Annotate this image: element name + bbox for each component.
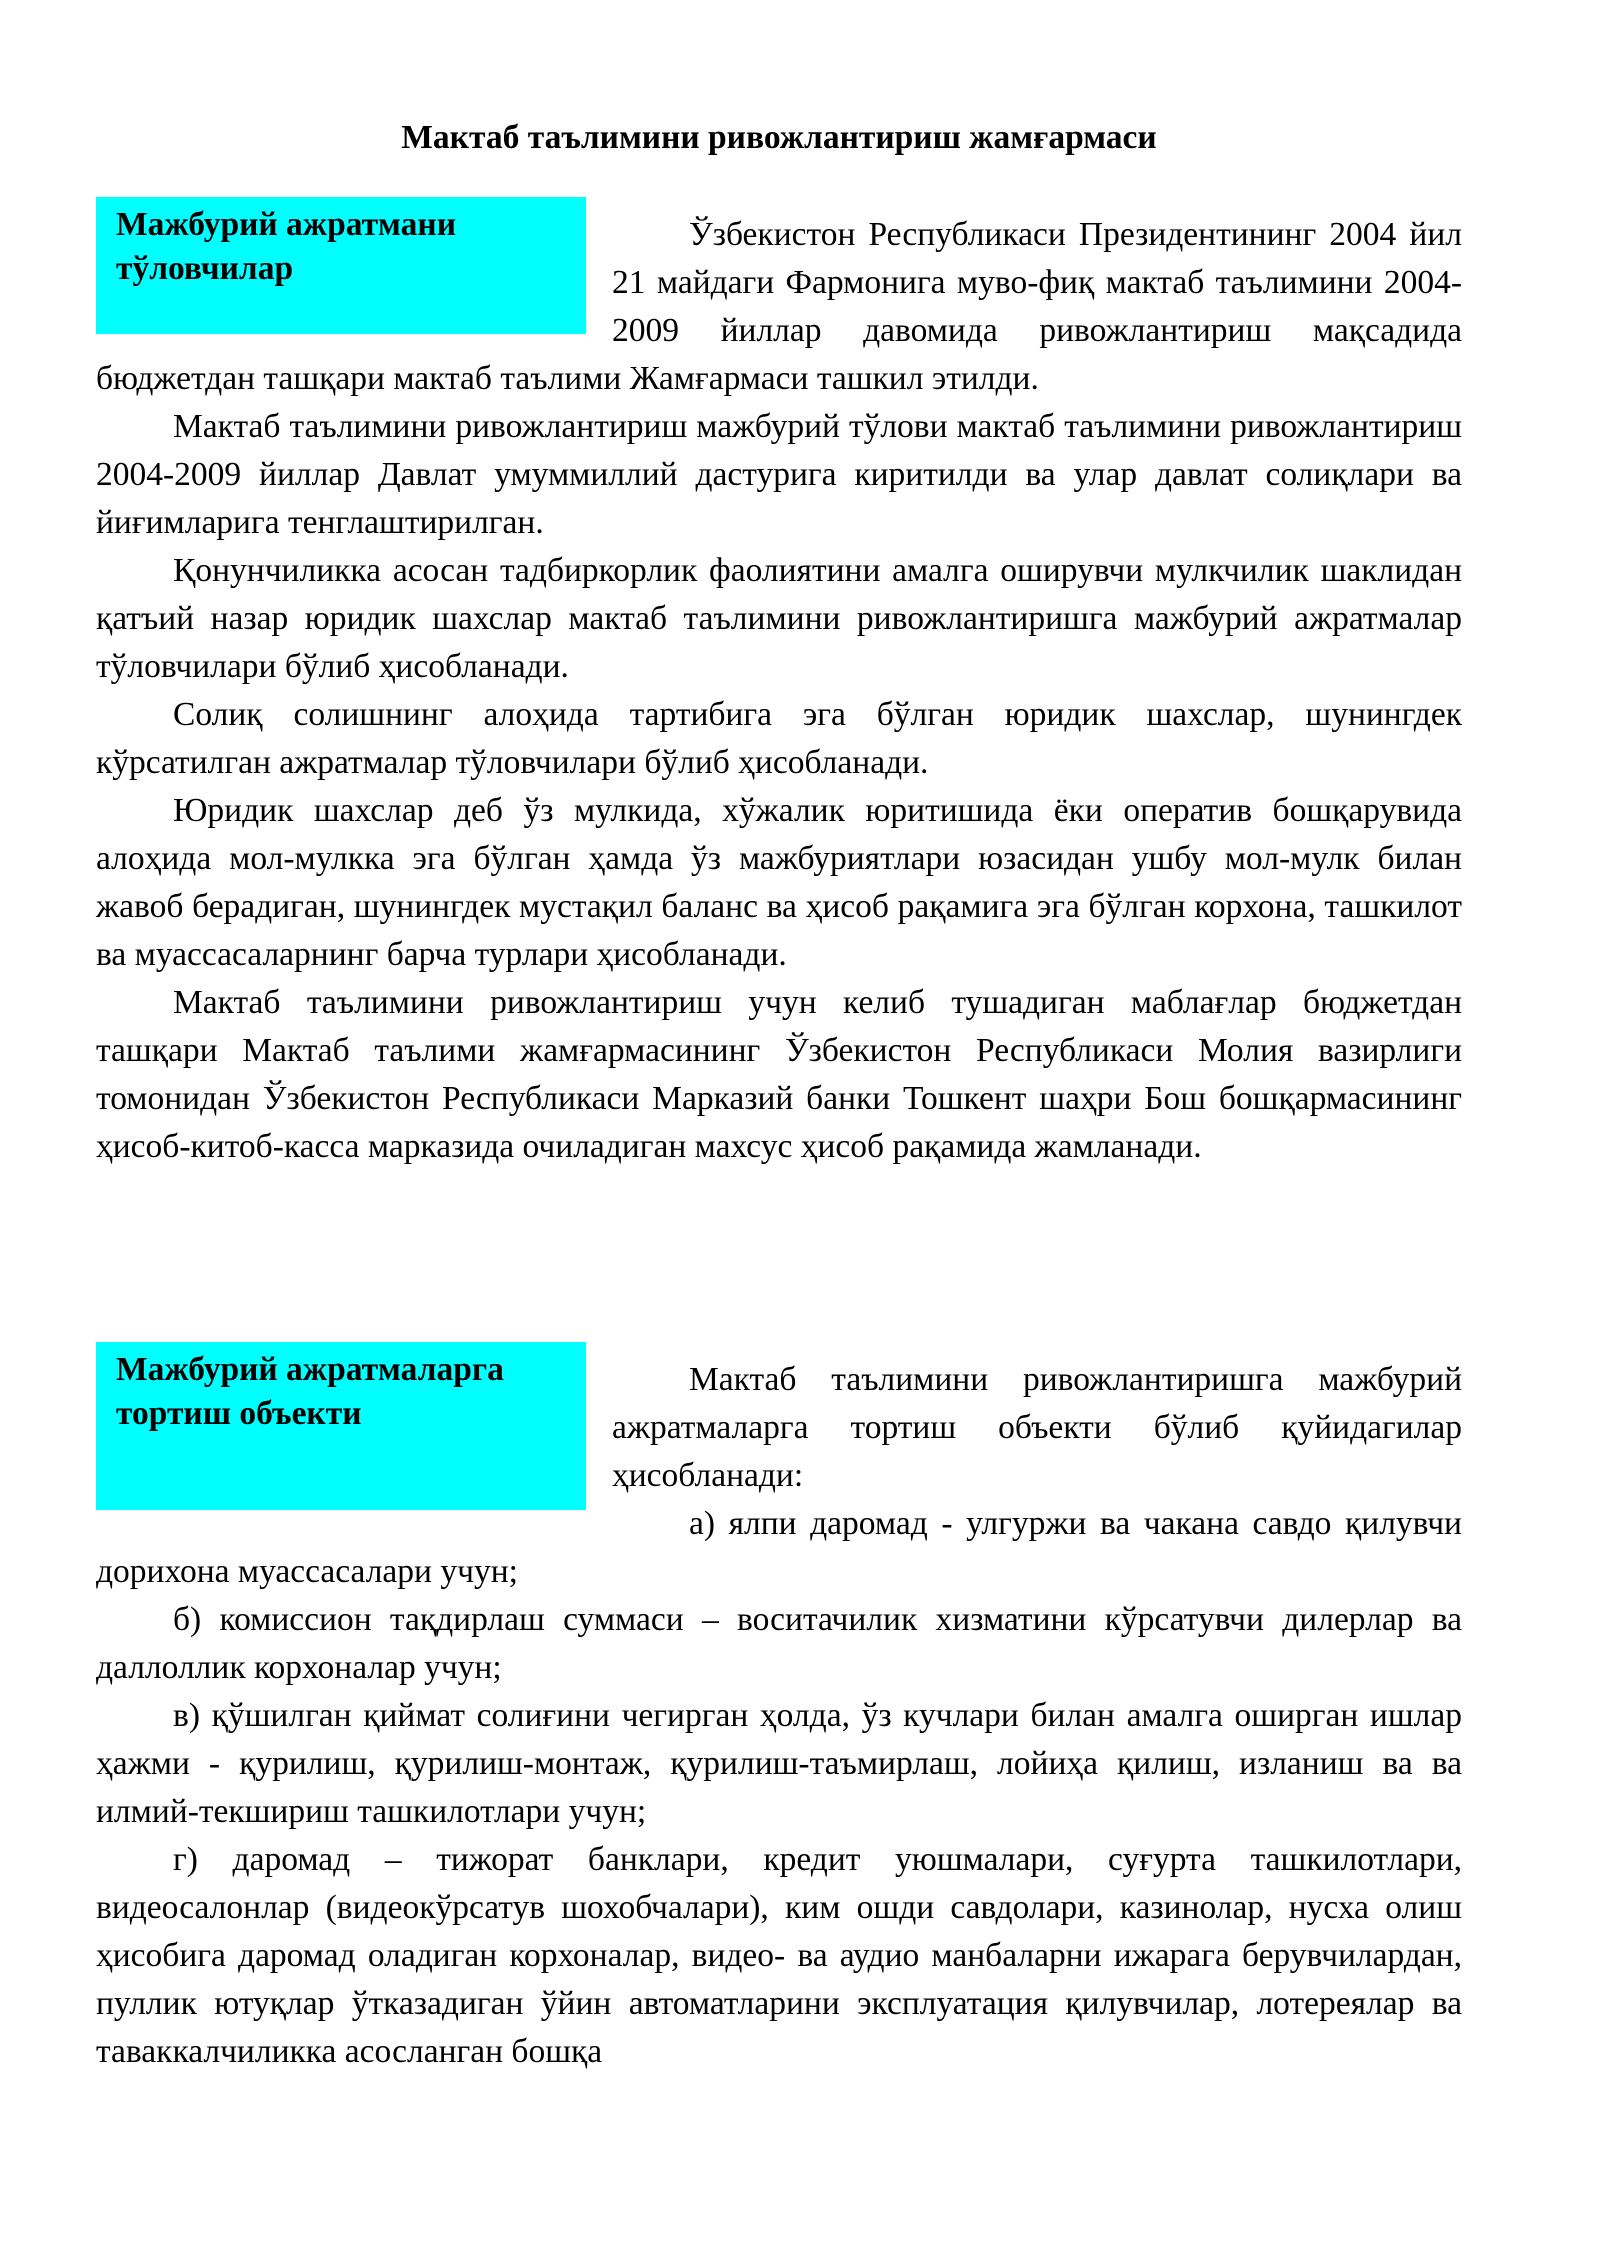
section-object (96, 1342, 1462, 2076)
paragraph: Мактаб таълимини ривожлантириш учун келиб тушадиган маблағлар бюджетдан ташқари Мактаб таълими жамғармасининг Ўзбекистон Республикаси Молия вазирлиги томонидан Ўзбекистон Республикаси Марказий банки Тошкент шаҳри Бош бошқармасининг ҳисоб-китоб-касса марказида очиладиган махсус ҳисоб рақамида жамланади. (96, 984, 1462, 1165)
paragraph: Солиқ солишнинг алоҳида тартибига эга бўлган юридик шахслар, шунингдек кўрсатилган ажратмалар тўловчилари бўлиб ҳисобланади. (96, 696, 1462, 781)
paragraph: Қонунчиликка асосан тадбиркорлик фаолиятини амалга оширувчи мулкчилик шаклидан қатъий назар юридик шахслар мактаб таълимини ривожлантиришга мажбурий ажратмалар тўловчилари бўлиб ҳисобланади. (96, 552, 1462, 685)
list-item: г) даромад – тижорат банклари, кредит уюшмалари, суғурта ташкилотлари, видеосалонлар (видеокўрсатув шохобчалари), ким ошди савдолари, казинолар, нусха олиш ҳисобига даромад оладиган корхоналар, видео- ва аудио манбаларни ижарага берувчилардан, пуллик ютуқлар ўтказадиган ўйин автоматларини эксплуатация қилувчилар, лотереялар ва таваккалчиликка асосланган бошқа (96, 1841, 1462, 2070)
list-item: б) комиссион тақдирлаш суммаси – воситачилик хизматини кўрсатувчи дилерлар ва даллоллик корхоналар учун; (96, 1601, 1462, 1686)
section-heading-box: Мажбурий ажратмаларга тортиш объекти (96, 1342, 586, 1510)
paragraph: Мактаб таълимини ривожлантириш мажбурий тўлови мактаб таълимини ривожлантириш 2004-2009 йиллар Давлат умуммиллий дастурига киритилди ва улар давлат солиқлари ва йиғимларига тенглаштирилган. (96, 408, 1462, 541)
list-item: в) қўшилган қиймат солиғини чегирган ҳолда, ўз кучлари билан амалга оширган ишлар ҳажми - қурилиш, қурилиш-монтаж, қурилиш-таъмирлаш, лойиҳа қилиш, изланиш ва ва илмий-текшириш ташкилотлари учун; (96, 1697, 1462, 1830)
page-title: Мактаб таълимини ривожлантириш жамғармаси (401, 119, 1157, 156)
paragraph: Мактаб таълимини ривожлантиришга мажбурий ажратмаларга тортиш объекти бўлиб қуйидагилар ҳисобланади: (612, 1361, 1462, 1494)
list-item: а) ялпи даромад - улгуржи ва чакана савдо қилувчи дорихона муассасалари учун; (96, 1505, 1462, 1590)
paragraph: Ўзбекистон Республикаси Президентининг 2004 йил 21 майдаги Фармонига муво-фиқ мактаб таълимини 2004-2009 йиллар давомида ривожлантириш мақсадида бюджетдан ташқари мактаб таълими Жамғармаси ташкил этилди. (96, 216, 1462, 397)
section-heading-box: Мажбурий ажратмани тўловчилар (96, 197, 586, 334)
paragraph: Юридик шахслар деб ўз мулкида, хўжалик юритишида ёки оператив бошқарувида алоҳида мол-мулкка эга бўлган ҳамда ўз мажбуриятлари юзасидан ушбу мол-мулк билан жавоб берадиган, шунингдек мустақил баланс ва ҳисоб рақамига эга бўлган корхона, ташкилот ва муассасаларнинг барча турлари ҳисобланади. (96, 792, 1462, 973)
section-payers (96, 197, 1462, 1171)
